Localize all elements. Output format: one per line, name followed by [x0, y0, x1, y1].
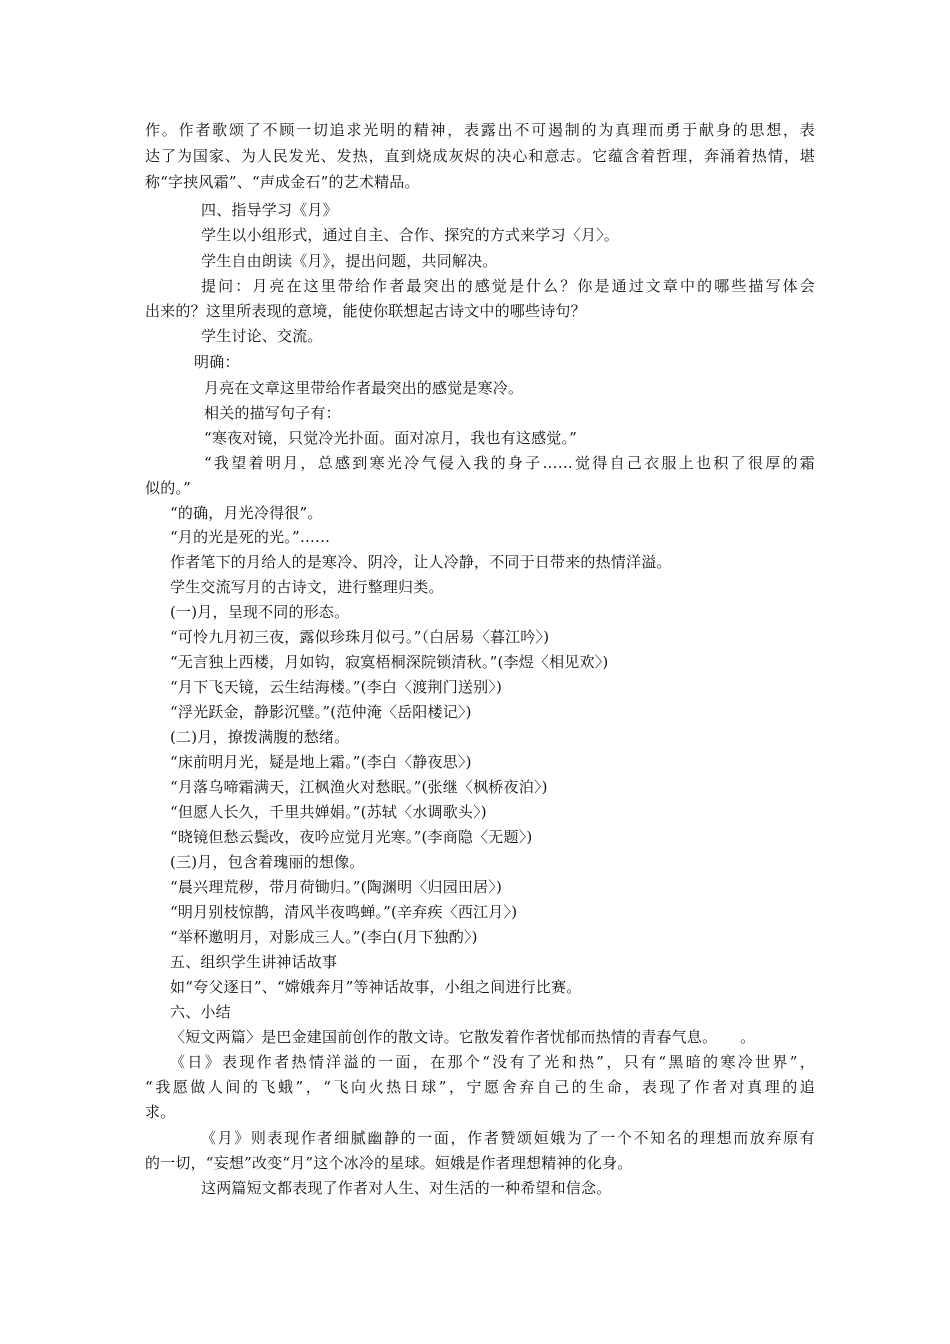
- paragraph-line: 相关的描写句子有：: [204, 404, 341, 422]
- poem-line: “浮光跃金，静影沉璧。”(范仲淹〈岳阳楼记〉): [170, 703, 472, 721]
- poem-line: “举杯邀明月，对影成三人。”(李白(月下独酌〉): [170, 928, 478, 946]
- question-line: 出来的？这里所表现的意境，能使你联想起古诗文中的哪些诗句？: [145, 302, 586, 320]
- category-heading: (一)月，呈现不同的形态。: [170, 603, 350, 621]
- paragraph-line: 作者笔下的月给人的是寒冷、阴冷，让人冷静，不同于日带来的热情洋溢。: [170, 553, 672, 571]
- paragraph-line: 的一切，“妄想”改变“月”这个冰冷的星球。姮娥是作者理想精神的化身。: [145, 1154, 633, 1172]
- quote-line: “寒夜对镜，只觉冷光扑面。面对凉月，我也有这感觉。”: [204, 429, 578, 447]
- paragraph-line: 达了为国家、为人民发光、发热，直到烧成灰烬的决心和意志。它蕴含着哲理，奔涌着热情，堪: [145, 147, 815, 165]
- paragraph-line: 求。: [145, 1103, 176, 1121]
- paragraph-line: 称“字挟风霜”、“声成金石”的艺术精品。: [145, 173, 420, 191]
- paragraph-line: 月亮在文章这里带给作者最突出的感觉是寒冷。: [204, 379, 524, 397]
- paragraph-line: 《日》表现作者热情洋溢的一面，在那个“没有了光和热”，只有“黑暗的寒冷世界”，: [170, 1053, 815, 1071]
- paragraph-line: 明确：: [194, 353, 240, 371]
- quote-line: 似的。”: [145, 479, 191, 497]
- poem-line: “月下飞天镜，云生结海楼。”(李白〈渡荆门送别〉): [170, 678, 503, 696]
- question-line: 提问：月亮在这里带给作者最突出的感觉是什么？你是通过文章中的哪些描写体会: [201, 277, 815, 295]
- section-heading: 四、指导学习《月》: [201, 201, 338, 219]
- section-heading: 六、小结: [170, 1003, 231, 1021]
- paragraph-line: 作。作者歌颂了不顾一切追求光明的精神，表露出不可遏制的为真理而勇于献身的思想，表: [145, 121, 815, 139]
- quote-line: “月的光是死的光。”……: [170, 528, 331, 546]
- paragraph-line: 如“夸父逐日”、“嫦娥奔月”等神话故事，小组之间进行比赛。: [170, 978, 582, 996]
- quote-line: “的确，月光冷得很”。: [170, 504, 323, 522]
- paragraph-line: 这两篇短文都表现了作者对人生、对生活的一种希望和信念。: [201, 1179, 612, 1197]
- paragraph-line: 《月》则表现作者细腻幽静的一面，作者赞颂姮娥为了一个不知名的理想而放弃原有: [201, 1129, 815, 1147]
- paragraph-line: 学生讨论、交流。: [201, 327, 323, 345]
- paragraph-line: 学生交流写月的古诗文，进行整理归类。: [170, 578, 444, 596]
- poem-line: “晨兴理荒秽，带月荷锄归。”(陶渊明〈归园田居〉): [170, 878, 503, 896]
- poem-line: “月落乌啼霜满天，江枫渔火对愁眠。”(张继〈枫桥夜泊〉): [170, 778, 548, 796]
- poem-line: “无言独上西楼，月如钩，寂寞梧桐深院锁清秋。”(李煜〈相见欢〉): [170, 653, 609, 671]
- poem-line: “可怜九月初三夜，露似珍珠月似弓。”（白居易〈暮江吟〉): [170, 628, 550, 646]
- poem-line: “明月别枝惊鹊，清风半夜鸣蝉。”(辛弃疾〈西江月〉): [170, 903, 518, 921]
- category-heading: (二)月，撩拨满腹的愁绪。: [170, 728, 350, 746]
- category-heading: (三)月，包含着瑰丽的想像。: [170, 853, 365, 871]
- poem-line: “晓镜但愁云鬓改，夜吟应觉月光寒。”(李商隐〈无题〉): [170, 828, 533, 846]
- section-heading: 五、组织学生讲神话故事: [170, 953, 338, 971]
- paragraph-line: 〈短文两篇〉是巴金建国前创作的散文诗。它散发着作者忧郁而热情的青春气息。 。: [170, 1028, 756, 1046]
- poem-line: “床前明月光，疑是地上霜。”(李白〈静夜思〉): [170, 753, 472, 771]
- paragraph-line: “我愿做人间的飞蛾”，“飞向火热日球”，宁愿舍弃自己的生命，表现了作者对真理的追: [145, 1078, 815, 1096]
- poem-line: “但愿人长久，千里共婵娟。”(苏轼〈水调歌头〉): [170, 803, 487, 821]
- quote-line: “我望着明月，总感到寒光冷气侵入我的身子……觉得自己衣服上也积了很厚的霜: [204, 454, 815, 472]
- paragraph-line: 学生自由朗读《月》，提出问题，共同解决。: [201, 252, 498, 270]
- paragraph-line: 学生以小组形式，通过自主、合作、探究的方式来学习〈月〉。: [201, 226, 620, 244]
